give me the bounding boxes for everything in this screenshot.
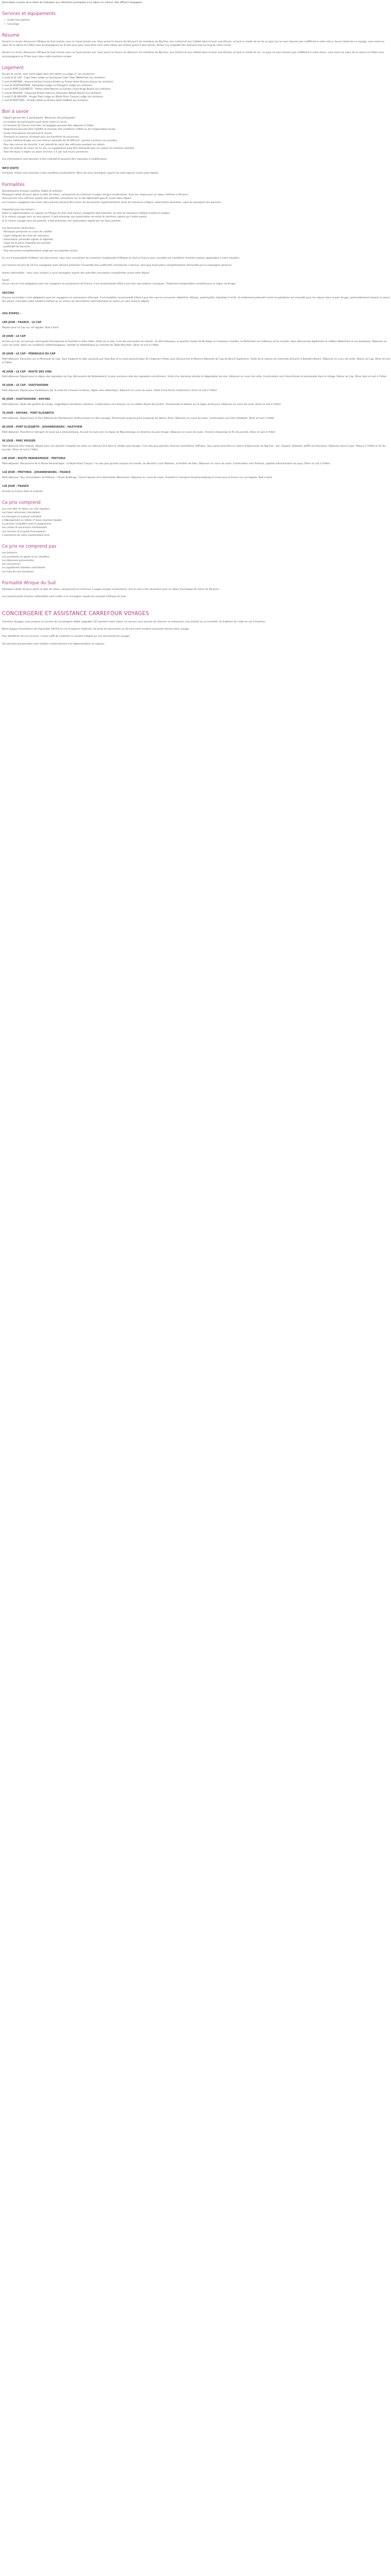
page xyxy=(0,0,391,656)
list-item: L'assistance de notre représentant local xyxy=(2,534,50,537)
conciergerie-title: CONCIERGERIE ET ASSISTANCE CARREFOUR VOYAGES xyxy=(2,611,149,617)
bon-a-savoir-title: Bon à savoir xyxy=(2,109,29,114)
spacer xyxy=(2,304,391,307)
info-visite-text: Certaines visites sont soumises à des conditions particulières. Merci de vous renseigner auprès de votre agence avant votre départ. xyxy=(2,172,159,175)
list-item: Le transport en autocar climatisé xyxy=(2,515,42,518)
itineraire-day-text: Arrivée au Cap, accueil par votre guide francophone et transfert à votre hôtel. Visite de la ville, l'une des plus belles du monde : la ville historique, le quartier malais de Bo-Kaap, le Company's Garden, le Parlement, les châteaux et les musées. Vous découvrirez également le célèbre Waterfront et ses boutiques. Déjeuner en cours de visite. Selon les conditions météorologiques, montée en téléphérique au sommet de Table Mountain. Dîner et nuit à l'hôtel. xyxy=(2,340,387,347)
itineraire-day-text: Petit-déjeuner. Visite des grottes de Cango, magnifiques formations calcaires. Continuation vers Knysna, sur la célèbre Route des Jardins. Promenade en bateau sur le lagon de Knysna. Déjeuner en cours de route. Dîner et nuit à l'hôtel. xyxy=(2,403,282,406)
intro-text: Description à partir de la lettre de résiliation aux sélections principales d'un séjour en colonie. Site officiel Campagnie. xyxy=(2,2,143,4)
list-item: - Guide francophone durant tout le circuit. xyxy=(2,132,53,135)
itineraire-day-text: Petit-déjeuner. Départ pour le Parc National de Tsitsikamma, forêt primaire et côte sauvage. Promenade jusqu'au pont suspendu de Storms River. Déjeuner en cours de route. Continuation vers Port Elizabeth. Dîner et nuit à l'hôtel. xyxy=(2,417,275,420)
itineraire-day-text: Petit-déjeuner. Tour d'orientation de Pretoria : l'Union Buildings, Church Square et le Voortrekker Monument. Déjeuner en cours de visite. Transfert à l'aéroport de Johannesburg et envol pour la France sur vol régulier. Nuit à bord. xyxy=(2,476,273,479)
documents-title: Les documents nécessaires : xyxy=(2,227,37,230)
itineraire xyxy=(2,312,391,494)
list-item: 1 nuit J9 PRETORIA : Arcadia Hotel ou Protea Hotel Hatfield (ou similaire) xyxy=(2,99,88,103)
itineraire-day-text: Petit-déjeuner. Transfert à l'aéroport et envol pour Johannesburg. Accueil et route vers la région de Mpumalanga, en direction du parc Kruger. Déjeuner en cours de route. Arrivée à Hazyview en fin de journée. Dîner et nuit à l'hôtel. xyxy=(2,431,276,434)
vaccins-title: VACCINS xyxy=(2,292,14,295)
document-item: - Autorisation parentale signée et légalisée xyxy=(2,238,53,241)
list-item: 2 nuits J1-J2 CAP : Cape Town Lodge ou Sunsquare Cape Town Waterfront (ou similaire) xyxy=(2,77,105,80)
important-line: Selon la réglementation en vigueur en Afrique du Sud, tout mineur voyageant doit présenter un acte de naissance intégral traduit en anglais. xyxy=(2,212,171,215)
itineraire-day-text: Arrivée en France dans la matinée. xyxy=(2,490,44,493)
formalites-intro: Ressortissants français (adultes, bébés et enfants) : xyxy=(2,190,64,193)
list-item: 1 nuit J3 KNYSNA : Knysna Hollow Country Estate ou Protea Hotel Knysna Quays (ou similaire) xyxy=(2,80,113,83)
services-list xyxy=(2,19,391,26)
list-item: Les frais de visa éventuels xyxy=(2,570,34,573)
important-line: Si le mineur voyage sans ses parents, il doit présenter une autorisation signée par les deux parents. xyxy=(2,219,122,223)
document-item: - Copie de la pièce d'identité des parents xyxy=(2,242,51,245)
itineraire-day-title: 3E JOUR : LE CAP - PÉNINSULE DU CAP xyxy=(2,353,56,356)
vaccins-text: Aucune vaccination n'est obligatoire pour les voyageurs en provenance d'Europe. Il est toutefois recommandé d'être à jour des vaccins universels (diphtérie, tétanos, poliomyélite, hépatites A et B). Un traitement préventif contre le paludisme est conseillé pour les séjours dans le parc Kruger, particulièrement durant la saison des pluies. Consultez votre médecin traitant ou un centre de vaccinations internationales au moins un mois avant le départ. xyxy=(2,297,390,303)
list-item: 1 nuit J4 OUDTSHOORN : Kleinplaas Lodge ou Hlangana Lodge (ou similaire) xyxy=(2,84,93,87)
important-line: Si le mineur voyage avec un seul parent, il doit présenter une autorisation de sortie du territoire signée par l'autre parent. xyxy=(2,216,148,219)
list-item: - Pour les enfants de moins de 12 ans, un supplément peut être demandé pour les safaris et certaines activités. xyxy=(2,147,135,150)
formalites-extra: Les mineurs de plus de 16 ans voyageant seuls doivent présenter l'ensemble des justificatifs mentionnés ci-dessus, ainsi que toute pièce complémentaire demandée par la compagnie aérienne. xyxy=(2,264,233,267)
itineraire-day-text: Petit-déjeuner très matinal. Départ pour une journée complète de safari en véhicule 4x4 dans le célèbre parc Kruger, l'une des plus grandes réserves animalières d'Afrique. Vous aurez peut-être la chance d'apercevoir les Big Five : lion, léopard, éléphant, buffle et rhinocéros. Déjeuner dans le parc. Retour à l'hôtel en fin de journée. Dîner et nuit à l'hôtel. xyxy=(2,445,386,451)
itineraire-day-title: 6E JOUR : OUDTSHOORN - KNYSNA xyxy=(2,398,51,401)
list-item: 1 nuit J5 PORT ELIZABETH : Protea Hotel Marine ou Garden Court Kings Beach (ou similaire) xyxy=(2,88,111,91)
sante-title: Santé : xyxy=(2,279,11,282)
resume-paragraph: Durant ce circuit, découvrez l'Afrique du Sud comme vous ne l'avez jamais vue. Vous aurez la chance de découvrir les membres du Big Five, leur instinct et leur habitat dans le bush sud-africain, et tout un mode de vie. Ce pays ne vous laissera pas indifférent à votre retour, vous serez au cœur de la nature et l'hôtel vous accompagnera au fil des jours dans cette aventure unique. xyxy=(2,52,384,58)
formalites-line: Passeport valide 30 jours après la date de retour, comprenant au minimum 2 pages vierges consécutives. Visa non requis pour un séjour inférieur à 90 jours. xyxy=(2,193,189,196)
prix-comprend-list xyxy=(2,507,391,537)
itineraire-day-title: 11E JOUR : PRETORIA - JOHANNESBURG - FRANCE xyxy=(2,471,71,474)
document-item: - Passeport personnel en cours de validité xyxy=(2,231,52,234)
formalites-extra: Autres nationalités : nous vous invitons à vous renseigner auprès des autorités consulaires compétentes avant votre départ. xyxy=(2,272,150,275)
formalite-sud-title: Formalité Afrique du Sud xyxy=(2,580,56,586)
formalites-extra: En cas d'impossibilité d'obtenir ces documents, nous vous conseillons de contacter l'ambassade d'Afrique du Sud en France pour connaître les conditions d'entrée exactes applicables à votre situation. xyxy=(2,257,240,260)
list-item: Les taxes aériennes (révisables) xyxy=(2,512,40,515)
list-item: - Programme pouvant être modifié en fonction des conditions météo ou de l'organisation locale. xyxy=(2,128,117,131)
formalites-line: Vous pouvez vous informer auprès des autorités consulaires sur le site diplomatie.gouv.fr avant votre départ. xyxy=(2,197,132,200)
services-title: Services et équipements xyxy=(2,11,56,16)
itineraire-day-title: 9E JOUR : PARC KRUGER xyxy=(2,440,36,443)
list-item: 2 nuits J7-J8 KRUGER : Kruger Park Lodge ou Blyde River Canyon Lodge (ou similaire) xyxy=(2,95,103,98)
itineraire-day-text: Petit-déjeuner. Départ pour la région des vignobles du Cap. Découverte de Stellenbosch, la plus ancienne ville des vignobles sud-africains. Visite d'un domaine viticole et dégustation de vins. Déjeuner en cours de visite. Continuation vers Franschhoek et promenade dans le village. Retour au Cap. Dîner libre et nuit à l'hôtel. xyxy=(2,376,387,379)
sante-text: Aucun vaccin n'est obligatoire pour les voyageurs en provenance de France. Il est recommandé d'être à jour des vaccinations classiques. Traitement antipaludéen conseillé pour la région du Kruger. xyxy=(2,283,237,286)
logement-intro: Durant le circuit, vous serez logés dans des hôtels ou Lodge 3* (ou similaires) : xyxy=(2,73,96,76)
resume-title: Résumé xyxy=(2,32,20,38)
list-item: Les assurances xyxy=(2,563,21,566)
list-item: Les services d'un guide francophone xyxy=(2,530,46,533)
resume-paragraph: Durant ce circuit, découvrez l'Afrique du Sud comme vous ne l'avez jamais vue. Vous aurez la chance de découvrir les membres du Big Five, leur instinct et leur habitat dans le bush sud-africain, et tout un mode de vie de ce pays qui ne vous laissera pas indifférent à votre retour. Aucun doute de ce voyage, vous serez au cœur de la nature et l'hôtel vous accompagnera au fil des jours pour vous faire vivre votre séjour qui restera gravé à tout jamais. Partez à la conquête des animaux tout au long de votre circuit. xyxy=(2,40,384,47)
formalite-sud-text: Passeport valide 30 jours après la date de retour, comprenant au minimum 2 pages vierges consécutives. Aucun visa n'est nécessaire pour un séjour touristique de moins de 90 jours. xyxy=(2,588,220,591)
formalites-line: Les mineurs voyageant sans leurs deux parents doivent être munis de documents supplémentaires (acte de naissance intégral, autorisation parentale, copie du passeport des parents). xyxy=(2,201,222,204)
conciergerie-paragraph: Pour bénéficier de ces services, il vous suffit de contacter le numéro indiqué sur vos documents de voyage. xyxy=(2,635,130,638)
formalites-title: Formalités xyxy=(2,181,25,187)
itineraire-day-text: Petit-déjeuner. Découverte de la Route Panoramique : le Blyde River Canyon, l'un des plus grands canyons du monde, les Bourke's Luck Potholes, la Fenêtre de Dieu. Déjeuner en cours de route. Continuation vers Pretoria, capitale administrative du pays. Dîner et nuit à l'hôtel. xyxy=(2,462,331,465)
list-item: 1 nuit J6 KRUGER : Hazyview Protea Hotel ou Greenway Woods Resort (ou similaire) xyxy=(2,92,102,95)
list-item: Les dépenses personnelles xyxy=(2,559,34,562)
formalite-sud-note: Les ressortissants d'autres nationalités sont invités à se renseigner auprès du consulat d'Afrique du Sud. xyxy=(2,596,126,599)
logement-list xyxy=(2,76,391,103)
itineraire-day-text: Petit-déjeuner. Départ pour Oudtshoorn par la route 62 à travers le Karoo, région semi-désertique. Déjeuner en cours de route. Visite d'une ferme d'autruches. Dîner et nuit à l'hôtel. xyxy=(2,389,218,393)
list-item: - Transport en autocar climatisé pour les transferts et excursions. xyxy=(2,135,80,139)
list-item: • Guide francophone xyxy=(7,19,391,22)
list-item: • Concierge xyxy=(7,23,391,26)
list-item: Les boissons xyxy=(2,552,18,555)
itineraire-day-title: 7E JOUR : KNYSNA - PORT ELIZABETH xyxy=(2,412,54,415)
document-item: - Tout document complémentaire exigé par les autorités locales xyxy=(2,249,78,252)
list-item: - En fonction de l'heure d'arrivée, les bagages peuvent être déposés à l'hôtel. xyxy=(2,125,94,128)
itineraire-day-title: 2E JOUR : LE CAP xyxy=(2,335,26,338)
itineraire-day-text: Petit-déjeuner. Excursion sur la Péninsule du Cap. Vous longerez la côte, passerez par Hout Bay et la route panoramique de Chapman's Peak, puis découvrirez la Réserve Naturelle du Cap de Bonne Espérance. Visite de la colonie de manchots africains à Boulders Beach. Déjeuner en cours de visite. Retour au Cap. Dîner et nuit à l'hôtel. xyxy=(2,358,390,365)
prix-ne-comprend-title: Ce prix ne comprend pas xyxy=(2,544,57,549)
itineraire-day-title: 10E JOUR : ROUTE PANORAMIQUE - PRETORIA xyxy=(2,457,66,461)
prix-comprend-title: Ce prix comprend xyxy=(2,499,41,505)
itineraire-day-title: 5E JOUR : LE CAP - OUDTSHOORN xyxy=(2,384,48,387)
conciergerie-paragraph: Notre équipe d'assistance est disponible 24h/24 en cas d'urgence médicale, de perte de documents ou de tout autre incident survenant durant votre voyage. xyxy=(2,628,190,631)
prix-ne-comprend-list xyxy=(2,551,391,574)
document-item: - Justificatif de domicile xyxy=(2,246,30,249)
itineraire-day-title: 12E JOUR : FRANCE xyxy=(2,485,29,488)
list-item: Les visites et excursions mentionnées xyxy=(2,527,47,530)
important-title: Important pour les mineurs : xyxy=(2,208,36,211)
itineraire-day-title: VOS ÉTAPES : xyxy=(2,312,21,315)
bon-a-savoir-footer: Ces informations sont données à titre indicatif et peuvent être soumises à modifications. xyxy=(2,158,108,161)
list-item: Les pourboires au guide et au chauffeur xyxy=(2,555,50,558)
logement-title: Logement xyxy=(2,65,24,71)
itineraire-day-title: 4E JOUR : LE CAP - ROUTE DES VINS xyxy=(2,370,52,374)
itineraire-day-title: 8E JOUR : PORT ELIZABETH - JOHANNESBURG - HAZYVIEW xyxy=(2,426,83,429)
conciergerie-paragraph: Carrefour Voyages vous propose un service de conciergerie dédié, joignable 7j/7 pendant votre séjour. Ce service vous permet de réserver un restaurant, une activité ou un transfert, et d'obtenir de l'aide en cas d'imprévu. xyxy=(2,620,266,623)
bon-a-savoir-list xyxy=(2,116,391,154)
list-item: Le supplément chambre individuelle xyxy=(2,567,45,570)
list-item: - Le parc national Kruger est une réserve naturelle de 20 000 km², pensez à prévoir vos jumelles. xyxy=(2,140,118,143)
itineraire-day-title: 1ER JOUR : FRANCE - LE CAP xyxy=(2,321,42,325)
list-item: La pension complète selon le programme xyxy=(2,523,52,526)
list-item: - Départ garanti dès 2 participants. Maximum 40 participants. xyxy=(2,117,76,120)
list-item: Les vols aller et retour sur vols réguliers xyxy=(2,507,50,511)
info-visite-title: INFO VISITE xyxy=(2,167,19,170)
conciergerie-paragraph: Vos données personnelles sont traitées conformément à la réglementation en vigueur. xyxy=(2,642,105,646)
itineraire-day-text: Départ pour Le Cap sur vol régulier. Nuit à bord. xyxy=(2,326,59,329)
list-item: - Taxe de séjour à régler sur place (environ 2 € par nuit et par personne). xyxy=(2,151,89,154)
list-item: L'hébergement en hôtels 3* base chambre double xyxy=(2,519,62,522)
document-item: - Copie intégrale de l'acte de naissance xyxy=(2,234,49,238)
list-item: - Pour des raisons de sécurité, il est interdit de sortir des véhicules pendant les safaris. xyxy=(2,143,106,146)
list-item: - Le nombre de participants peut varier selon le circuit. xyxy=(2,121,68,124)
